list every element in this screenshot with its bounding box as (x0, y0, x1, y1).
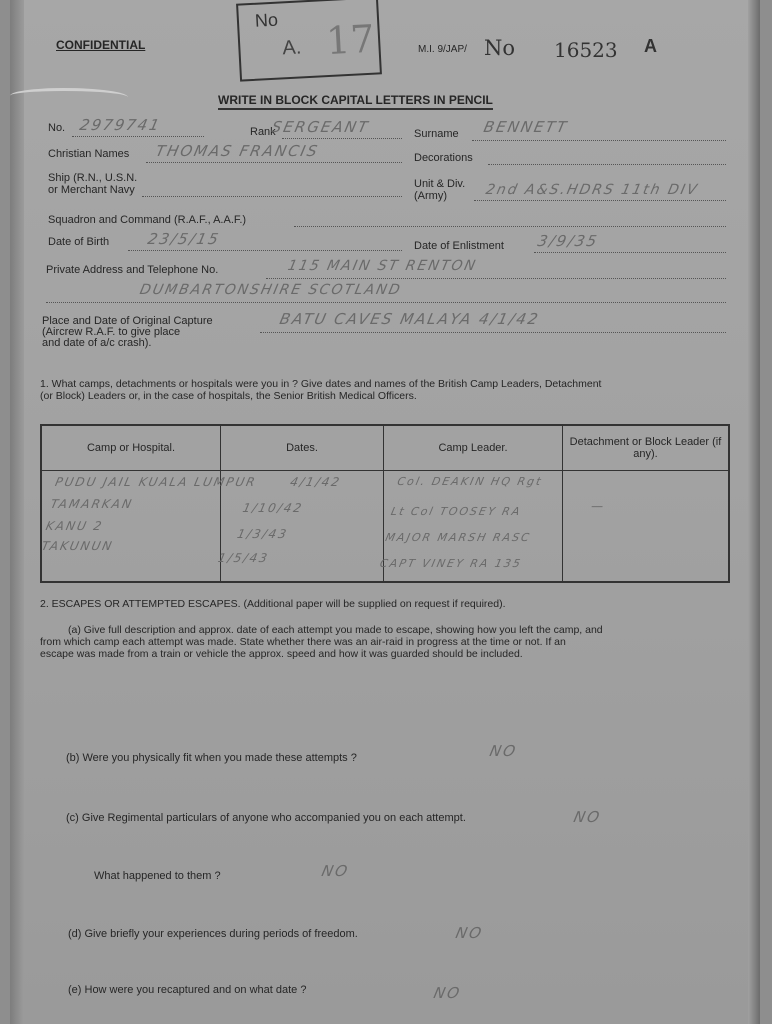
enlistment-value: 3/9/35 (536, 232, 601, 250)
camp-table-header (41, 425, 729, 471)
camp-entry: PUDU JAIL KUALA LUMPUR (53, 475, 259, 489)
question-2a-line1: (a) Give full description and approx. date of each attempt you made to escape, showing how you left the camp, and (68, 624, 603, 636)
date-entry: 1/10/42 (241, 501, 305, 515)
header-dates: Dates. (221, 425, 384, 471)
dates-column (216, 471, 384, 583)
date-entry: 1/3/43 (235, 527, 290, 541)
question-1-line2: (or Block) Leaders or, in the case of hospitals, the Senior British Medical Officers. (40, 390, 417, 402)
stamp-no-label: No (254, 9, 279, 31)
binding-edge (10, 0, 24, 1024)
surname-label: Surname (414, 128, 459, 140)
capture-value: BATU CAVES MALAYA 4/1/42 (278, 310, 542, 328)
detachment-leader-column (563, 471, 730, 583)
camp-entry: TAMARKAN (49, 497, 135, 511)
mi-reference: M.I. 9/JAP/ (418, 44, 467, 55)
ship-label (48, 172, 137, 196)
camp-entry: TAKUNUN (40, 539, 115, 553)
header-camp: Camp or Hospital. (41, 425, 221, 471)
confidential-label: CONFIDENTIAL (56, 38, 146, 52)
camp-table-body (41, 471, 729, 583)
capture-label-line1: Place and Date of Original Capture (42, 315, 213, 327)
binding-string (10, 88, 128, 105)
camp-table (40, 424, 730, 583)
ship-label-line2: or Merchant Navy (48, 184, 135, 196)
camp-leader-column (378, 471, 563, 583)
capture-label-line2: (Aircrew R.A.F. to give place (42, 326, 181, 338)
header-detachment-leader: Detachment or Block Leader (if any). (563, 425, 730, 471)
stamp-value: A. (281, 36, 302, 60)
header-camp-leader: Camp Leader. (384, 425, 563, 471)
stamp-handwritten-number: 17 (324, 16, 376, 64)
leader-entry: MAJOR MARSH RASC (384, 531, 533, 544)
squadron-label: Squadron and Command (R.A.F., A.A.F.) (48, 214, 247, 226)
capture-label (42, 316, 213, 349)
surname-value: BENNETT (482, 118, 570, 136)
question-2c: (c) Give Regimental particulars of anyone who accompanied you on each attempt. (66, 812, 466, 824)
question-1-line1: 1. What camps, detachments or hospitals were you in ? Give dates and names of the British Camp Leaders, Detachment (40, 378, 602, 390)
instruction-heading: WRITE IN BLOCK CAPITAL LETTERS IN PENCIL (218, 93, 493, 110)
question-2c-followup: What happened to them ? (94, 870, 221, 882)
date-entry: 1/5/43 (216, 551, 271, 565)
page-edge-shadow (748, 0, 760, 1024)
unit-label-line2: (Army) (414, 190, 447, 202)
rank-label: Rank (250, 126, 276, 138)
question-2e: (e) How were you recaptured and on what date ? (68, 984, 307, 996)
address-value-line2: DUMBARTONSHIRE SCOTLAND (138, 282, 404, 298)
document-page (10, 0, 760, 1024)
christian-names-value: THOMAS FRANCIS (154, 142, 321, 160)
no-label: No. (48, 122, 66, 134)
reference-stamp (236, 0, 382, 82)
ship-label-line1: Ship (R.N., U.S.N. (48, 172, 138, 184)
document-suffix: A (644, 36, 657, 56)
dob-label: Date of Birth (48, 236, 110, 248)
question-1 (40, 378, 601, 402)
answer-2c: NO (572, 808, 603, 826)
date-entry: 4/1/42 (288, 475, 343, 489)
no-value: 2979741 (78, 116, 163, 134)
enlistment-label: Date of Enlistment (414, 240, 504, 252)
question-2d: (d) Give briefly your experiences during periods of freedom. (68, 928, 358, 940)
answer-2c-followup: NO (320, 862, 351, 880)
question-2-title: 2. ESCAPES OR ATTEMPTED ESCAPES. (Additional paper will be supplied on request if required). (40, 598, 506, 610)
document-number: 16523 (554, 38, 618, 62)
leader-entry: Lt Col TOOSEY RA (389, 505, 523, 518)
question-2a-line2: from which camp each attempt was made. State whether there was an air-raid in progress at the time or not. If an (40, 636, 566, 648)
leader-entry: CAPT VINEY RA 135 (378, 557, 524, 570)
unit-value: 2nd A&S.HDRS 11th DIV (484, 182, 701, 198)
capture-label-line3: and date of a/c crash). (42, 337, 152, 349)
decorations-label: Decorations (414, 152, 473, 164)
address-label: Private Address and Telephone No. (46, 264, 219, 276)
dob-value: 23/5/15 (146, 230, 222, 248)
camp-entry: KANU 2 (44, 519, 105, 533)
question-2a (40, 624, 603, 660)
answer-2b: NO (488, 742, 519, 760)
unit-label-line1: Unit & Div. (414, 178, 466, 190)
rank-value: SERGEANT (270, 118, 372, 136)
number-label: No (484, 36, 516, 60)
answer-2e: NO (432, 984, 463, 1002)
detachment-entry: — (589, 499, 607, 513)
leader-entry: Col. DEAKIN HQ Rgt (396, 475, 544, 488)
address-value-line1: 115 MAIN ST RENTON (286, 258, 479, 274)
answer-2d: NO (454, 924, 485, 942)
question-2b: (b) Were you physically fit when you made these attempts ? (66, 752, 357, 764)
question-2a-line3: escape was made from a train or vehicle the approx. speed and how it was guarded should be included. (40, 648, 523, 660)
unit-label (414, 178, 465, 202)
christian-names-label: Christian Names (48, 148, 130, 160)
